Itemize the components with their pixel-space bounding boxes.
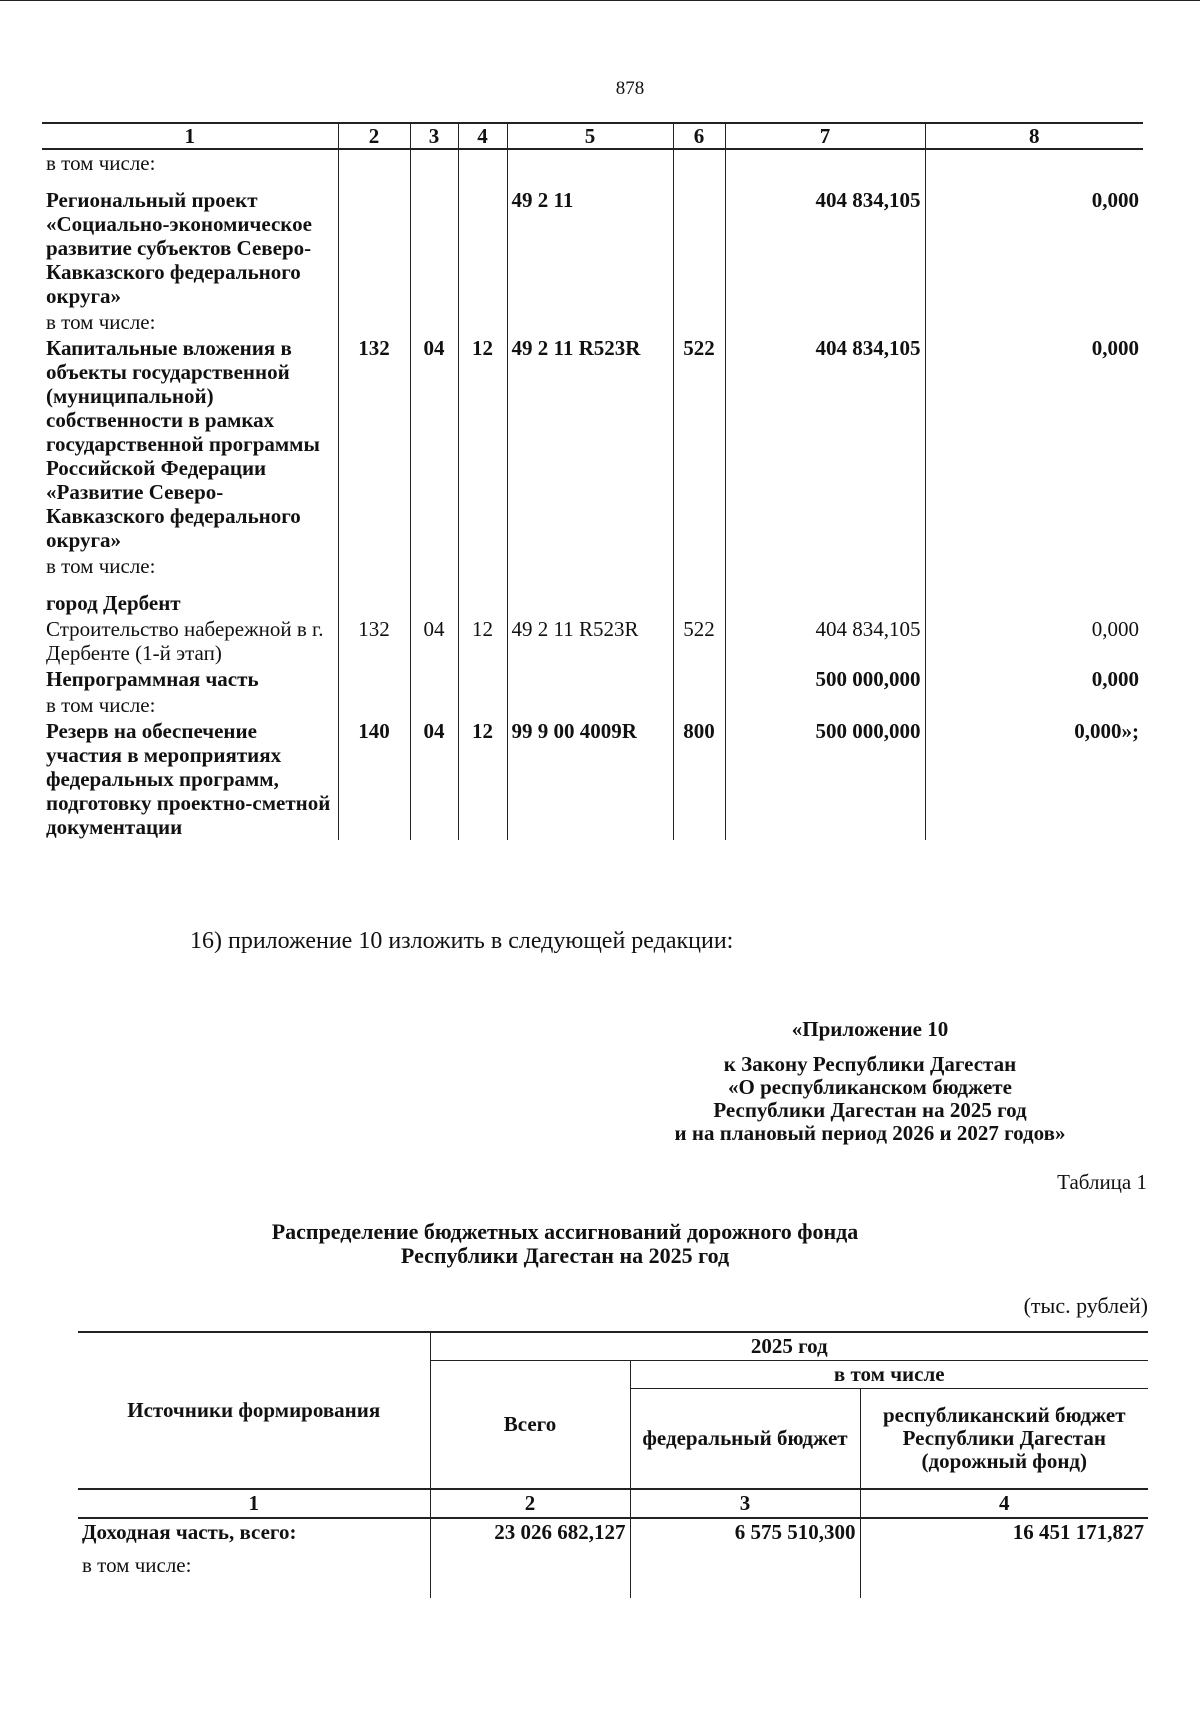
total-amount (430, 1552, 630, 1598)
section-code: 04 (410, 616, 458, 666)
road-fund-table (78, 1331, 1148, 1598)
table-row (42, 176, 1143, 309)
federal-amount: 6 575 510,300 (630, 1518, 860, 1552)
distribution-title (270, 1220, 860, 1268)
target-article-code (507, 666, 673, 692)
header-sources: Источники формирования (78, 1332, 430, 1489)
table1-col-6: 6 (673, 123, 725, 149)
distribution-title-line: Распределение бюджетных ассигнований дорожного фонда (271, 1219, 859, 1244)
appendix-line: к Закону Республики Дагестан (723, 1052, 1017, 1076)
section-code (410, 149, 458, 176)
subsection-code (458, 553, 507, 579)
amount-col7: 500 000,000 (725, 718, 925, 840)
table-row (78, 1518, 1148, 1552)
row-name: Капитальные вложения в объекты государственной (муниципальной) собственности в рамках государственной программы Российской Федерации «Развитие Северо-Кавказского федерального округа» (42, 335, 338, 553)
target-article-code: 99 9 00 4009R (507, 718, 673, 840)
table-label: Таблица 1 (1057, 1170, 1147, 1194)
grbs-code (338, 666, 410, 692)
expense-type-code (673, 579, 725, 616)
grbs-code (338, 692, 410, 718)
target-article-code (507, 553, 673, 579)
table1-col-5: 5 (507, 123, 673, 149)
amount-col8 (925, 579, 1143, 616)
top-rule (0, 0, 1200, 1)
table-row (42, 666, 1143, 692)
grbs-code: 140 (338, 718, 410, 840)
row-name: город Дербент (42, 579, 338, 616)
federal-amount (630, 1552, 860, 1598)
expense-type-code: 522 (673, 616, 725, 666)
target-article-code (507, 309, 673, 335)
row-name: в том числе: (42, 149, 338, 176)
row-name: в том числе: (42, 553, 338, 579)
section-code (410, 553, 458, 579)
expense-type-code (673, 176, 725, 309)
target-article-code: 49 2 11 (507, 176, 673, 309)
row-name: Доходная часть, всего: (78, 1518, 430, 1552)
amendment-instruction: 16) приложение 10 изложить в следующей редакции: (190, 928, 734, 954)
amount-col8: 0,000 (925, 666, 1143, 692)
appendix-line: Республики Дагестан на 2025 год (713, 1098, 1027, 1122)
amount-col7: 404 834,105 (725, 176, 925, 309)
target-article-code (507, 692, 673, 718)
amount-col8 (925, 692, 1143, 718)
table2-col-4: 4 (860, 1489, 1148, 1518)
expense-type-code (673, 309, 725, 335)
amount-col8: 0,000 (925, 335, 1143, 553)
row-name: в том числе: (42, 692, 338, 718)
row-name: Непрограммная часть (42, 666, 338, 692)
budget-table-continuation (42, 122, 1143, 840)
amount-col8 (925, 553, 1143, 579)
expense-type-code: 522 (673, 335, 725, 553)
subsection-code (458, 176, 507, 309)
appendix-heading (620, 1018, 1120, 1145)
table1-col-3: 3 (410, 123, 458, 149)
table-row (42, 335, 1143, 553)
amount-col7: 404 834,105 (725, 335, 925, 553)
republic-amount: 16 451 171,827 (860, 1518, 1148, 1552)
subsection-code: 12 (458, 718, 507, 840)
header-including: в том числе (630, 1361, 1148, 1389)
appendix-line: и на плановый период 2026 и 2027 годов» (674, 1121, 1066, 1145)
table2-col-1: 1 (78, 1489, 430, 1518)
appendix-title: «Приложение 10 (791, 1017, 949, 1041)
table1-header-row (42, 123, 1143, 149)
table1-col-1: 1 (42, 123, 338, 149)
section-code (410, 579, 458, 616)
subsection-code: 12 (458, 335, 507, 553)
table-row (42, 718, 1143, 840)
table-row (42, 553, 1143, 579)
section-code (410, 176, 458, 309)
subsection-code (458, 579, 507, 616)
total-amount: 23 026 682,127 (430, 1518, 630, 1552)
row-name: Резерв на обеспечение участия в мероприятиях федеральных программ, подготовку проектно-сметной документации (42, 718, 338, 840)
subsection-code (458, 149, 507, 176)
grbs-code (338, 553, 410, 579)
table-row (42, 692, 1143, 718)
grbs-code: 132 (338, 616, 410, 666)
table1-col-7: 7 (725, 123, 925, 149)
row-name: Строительство набережной в г. Дербенте (1-й этап) (42, 616, 338, 666)
republic-amount (860, 1552, 1148, 1598)
header-total: Всего (430, 1361, 630, 1489)
table1-col-2: 2 (338, 123, 410, 149)
grbs-code (338, 579, 410, 616)
amount-col8 (925, 309, 1143, 335)
units-label: (тыс. рублей) (1023, 1293, 1148, 1318)
table2-col-2: 2 (430, 1489, 630, 1518)
amount-col8: 0,000 (925, 176, 1143, 309)
amount-col7 (725, 149, 925, 176)
target-article-code (507, 149, 673, 176)
table2-number-row (78, 1489, 1148, 1518)
amount-col7: 500 000,000 (725, 666, 925, 692)
subsection-code (458, 309, 507, 335)
section-code (410, 309, 458, 335)
row-name: Региональный проект «Социально-экономическое развитие субъектов Северо-Кавказского федерального округа» (42, 176, 338, 309)
target-article-code (507, 579, 673, 616)
page-number: 878 (615, 78, 645, 99)
grbs-code: 132 (338, 335, 410, 553)
row-name: в том числе: (78, 1552, 430, 1598)
expense-type-code (673, 666, 725, 692)
target-article-code: 49 2 11 R523R (507, 616, 673, 666)
appendix-line: «О республиканском бюджете (728, 1075, 1012, 1099)
table1-col-4: 4 (458, 123, 507, 149)
amount-col7 (725, 553, 925, 579)
target-article-code: 49 2 11 R523R (507, 335, 673, 553)
table-row (42, 616, 1143, 666)
subsection-code (458, 666, 507, 692)
expense-type-code (673, 692, 725, 718)
subsection-code: 12 (458, 616, 507, 666)
distribution-title-line: Республики Дагестан на 2025 год (400, 1243, 730, 1268)
table1-col-8: 8 (925, 123, 1143, 149)
section-code (410, 666, 458, 692)
section-code (410, 692, 458, 718)
amount-col8 (925, 149, 1143, 176)
expense-type-code (673, 553, 725, 579)
expense-type-code (673, 149, 725, 176)
expense-type-code: 800 (673, 718, 725, 840)
header-year: 2025 год (430, 1332, 1148, 1361)
header-republic: республиканский бюджет Республики Дагестан (дорожный фонд) (860, 1389, 1148, 1489)
grbs-code (338, 309, 410, 335)
table-row (42, 149, 1143, 176)
amount-col7: 404 834,105 (725, 616, 925, 666)
table-row (42, 309, 1143, 335)
amount-col8: 0,000»; (925, 718, 1143, 840)
subsection-code (458, 692, 507, 718)
table2-col-3: 3 (630, 1489, 860, 1518)
grbs-code (338, 176, 410, 309)
section-code: 04 (410, 335, 458, 553)
amount-col8: 0,000 (925, 616, 1143, 666)
header-federal: федеральный бюджет (630, 1389, 860, 1489)
table-row (42, 579, 1143, 616)
grbs-code (338, 149, 410, 176)
amount-col7 (725, 579, 925, 616)
amount-col7 (725, 309, 925, 335)
table-row (78, 1552, 1148, 1598)
amount-col7 (725, 692, 925, 718)
row-name: в том числе: (42, 309, 338, 335)
section-code: 04 (410, 718, 458, 840)
